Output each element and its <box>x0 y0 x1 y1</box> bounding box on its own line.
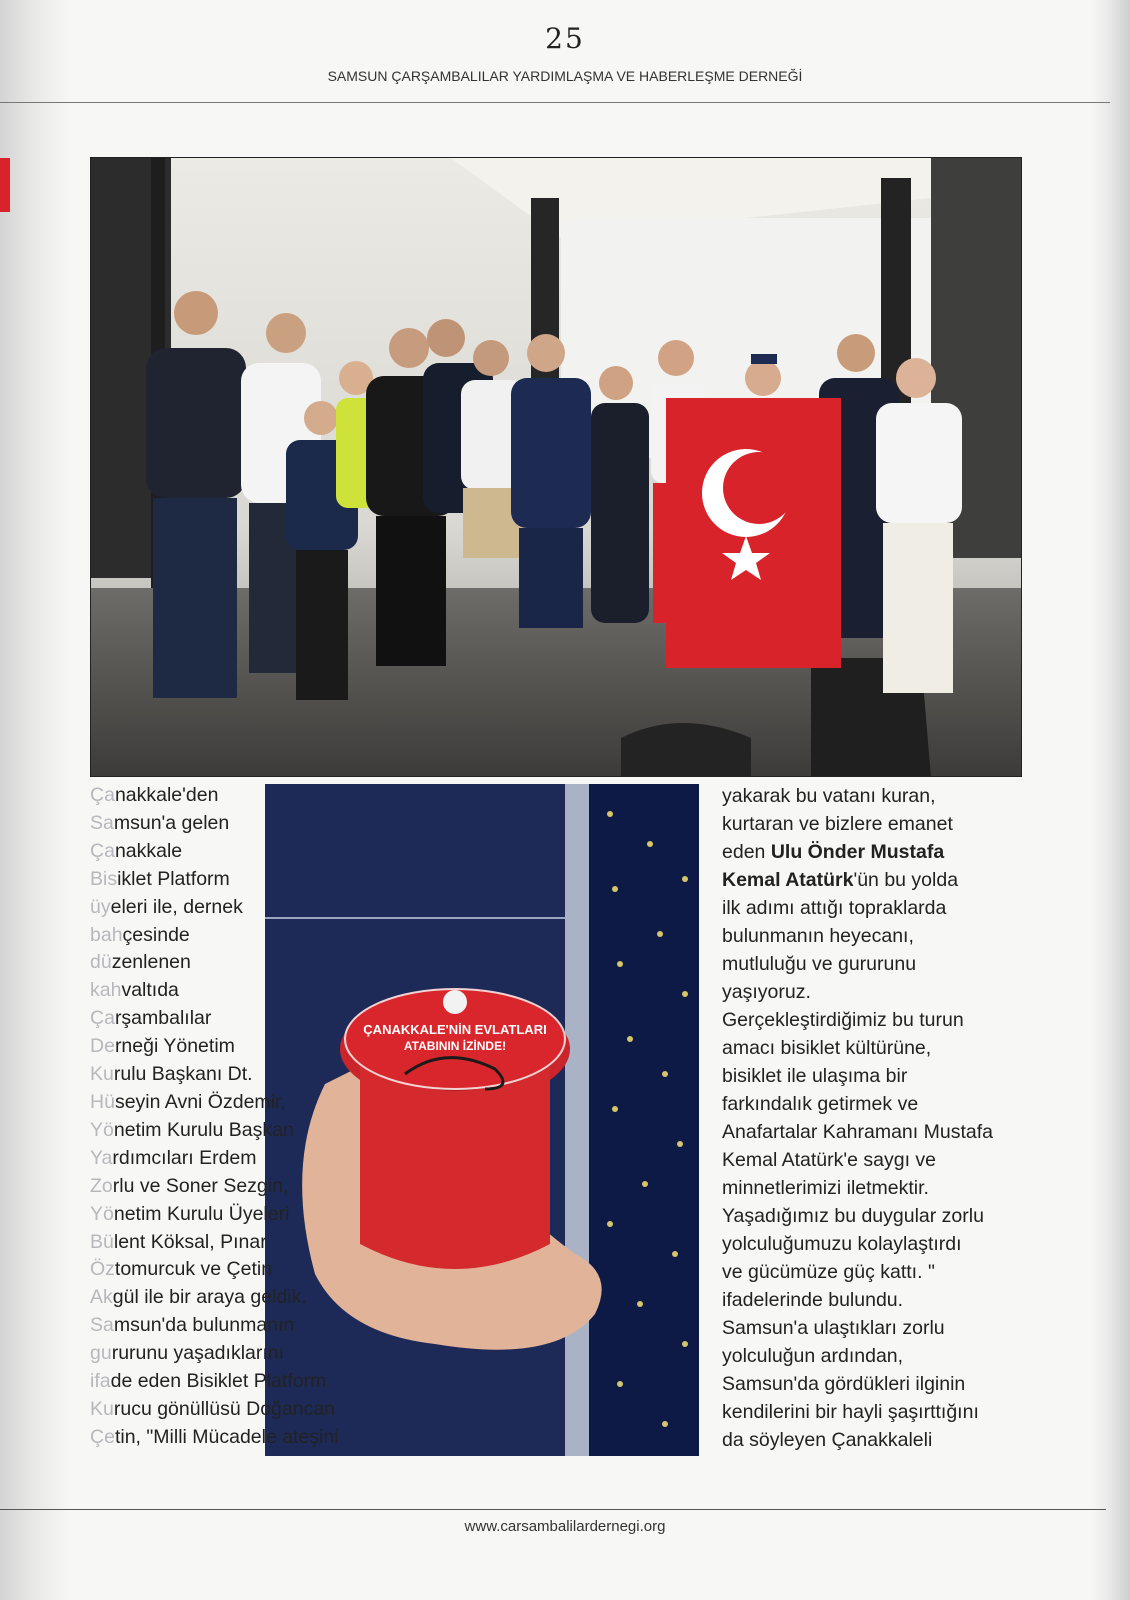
left-text-line-faded: Bü <box>90 1230 114 1253</box>
left-text-line-faded: bah <box>90 923 123 946</box>
right-text-line: farkındalık getirmek ve <box>722 1093 919 1115</box>
left-text-line-body: eleri ile, dernek <box>110 895 243 918</box>
right-text-line: bisiklet ile ulaşıma bir <box>722 1065 908 1087</box>
left-text-line-faded: kah <box>90 979 122 1002</box>
left-text-line-faded: Zo <box>90 1174 113 1197</box>
left-text-line-body: rdımcıları Erdem <box>112 1146 257 1169</box>
right-text-line: Samsun'a ulaştıkları zorlu <box>722 1317 945 1339</box>
right-text-line <box>722 838 1022 866</box>
right-text-line: kendilerini bir hayli şaşırttığını <box>722 1401 979 1423</box>
footer-url: www.carsambalilardernegi.org <box>464 1518 666 1535</box>
left-text-line <box>90 1424 360 1452</box>
left-text-line-body: çesinde <box>122 923 190 946</box>
right-text-line: kurtaran ve bizlere emanet <box>722 813 953 835</box>
left-text-line-faded: ifa <box>90 1370 111 1393</box>
left-text-column <box>90 782 360 1452</box>
left-text-line-faded: dü <box>90 951 112 974</box>
left-text-line <box>90 782 360 810</box>
left-text-line-faded: Sa <box>90 811 114 834</box>
left-text-line-faded: üy <box>90 895 111 918</box>
right-text-line: Anafartalar Kahramanı Mustafa <box>722 1121 993 1143</box>
right-text-line-pre: eden <box>722 841 771 863</box>
right-text-line: Kemal Atatürk'e saygı ve <box>722 1149 936 1171</box>
left-text-line-faded: Bis <box>90 867 118 890</box>
right-text-line: Samsun'da gördükleri ilginin <box>722 1373 966 1395</box>
left-text-line-faded: Yö <box>90 1118 114 1141</box>
left-text-line-body: rulu Başkanı Dt. <box>113 1063 253 1086</box>
left-text-line-faded: Ya <box>90 1146 113 1169</box>
group-photo <box>90 157 1022 777</box>
left-text-line-body: rurunu yaşadıklarını <box>111 1342 285 1365</box>
left-text-line <box>90 1033 360 1061</box>
header-divider <box>0 102 1110 103</box>
left-text-line <box>90 1201 360 1229</box>
left-text-line-body: tin, "Milli Mücadele ateşini <box>114 1425 339 1448</box>
red-page-marker <box>0 158 10 212</box>
left-text-line <box>90 810 360 838</box>
left-text-line <box>90 1145 360 1173</box>
left-text-line-body: netim Kurulu Başkan <box>113 1118 294 1141</box>
left-text-line-faded: Ça <box>90 1007 115 1030</box>
left-text-line <box>90 838 360 866</box>
right-text-line-post: 'ün bu yolda <box>853 869 959 891</box>
group-photo-illustration <box>91 158 1022 777</box>
left-text-line-body: netim Kurulu Üyeleri <box>113 1202 290 1225</box>
left-text-line <box>90 1340 360 1368</box>
left-text-line-faded: gu <box>90 1342 112 1365</box>
left-text-line-body: de eden Bisiklet Platform <box>110 1370 327 1393</box>
left-text-line <box>90 1284 360 1312</box>
left-text-line-faded: Ça <box>90 839 115 862</box>
right-text-line: yolculuğun ardından, <box>722 1345 904 1367</box>
left-text-line <box>90 894 360 922</box>
right-text-line: da söyleyen Çanakkaleli <box>722 1429 933 1451</box>
left-text-line <box>90 1312 360 1340</box>
right-text-column <box>722 782 1022 1454</box>
left-text-line-body: tomurcuk ve Çetin <box>114 1258 273 1281</box>
right-text-line-bold: Ulu Önder Mustafa <box>770 841 945 863</box>
right-text-line: Gerçekleştirdiğimiz bu turun <box>722 1009 964 1031</box>
left-text-line <box>90 1117 360 1145</box>
right-text-line: amacı bisiklet kültürüne, <box>722 1037 932 1059</box>
left-text-line-body: valtıda <box>121 979 179 1002</box>
left-text-line <box>90 1089 360 1117</box>
right-text-line: mutluluğu ve gururunu <box>722 953 917 975</box>
left-text-line-faded: De <box>90 1035 115 1058</box>
left-text-line-faded: Sa <box>90 1314 114 1337</box>
left-text-line-body: rşambalılar <box>114 1007 212 1030</box>
right-text-line: minnetlerimizi iletmektir. <box>722 1177 929 1199</box>
jar-label-line1: ÇANAKKALE'NİN EVLATLARI <box>363 1022 547 1037</box>
left-text-line-faded: Yö <box>90 1202 114 1225</box>
right-text-line: ifadelerinde bulundu. <box>722 1289 904 1311</box>
right-text-line: ve gücümüze güç kattı. " <box>722 1261 935 1283</box>
right-text-line: ilk adımı attığı topraklarda <box>722 897 947 919</box>
left-text-line-faded: Ku <box>90 1063 114 1086</box>
left-text-line <box>90 866 360 894</box>
footer-divider <box>0 1509 1106 1510</box>
left-text-line-body: rucu gönüllüsü Doğancan <box>113 1397 336 1420</box>
left-text-line-body: nakkale <box>114 839 183 862</box>
right-text-line: yolculuğumuzu kolaylaştırdı <box>722 1233 962 1255</box>
left-text-line-faded: Ku <box>90 1397 114 1420</box>
left-text-line <box>90 1229 360 1257</box>
page-number: 25 <box>545 22 585 55</box>
left-text-line-body: rlu ve Soner Sezgin, <box>112 1174 289 1197</box>
left-text-line <box>90 1005 360 1033</box>
left-text-line-faded: Öz <box>90 1258 115 1281</box>
left-text-line-body: rneği Yönetim <box>114 1035 235 1058</box>
left-text-line <box>90 922 360 950</box>
right-text-line: Yaşadığımız bu duygular zorlu <box>722 1205 984 1227</box>
left-text-line-faded: Çe <box>90 1425 115 1448</box>
right-text-line: bulunmanın heyecanı, <box>722 925 914 947</box>
left-text-line <box>90 1368 360 1396</box>
jar-label-line2: ATABININ İZİNDE! <box>403 1039 507 1053</box>
left-text-line-body: nakkale'den <box>114 784 219 806</box>
right-text-line-bold: Kemal Atatürk <box>722 869 854 891</box>
page-gutter-shadow <box>0 0 70 1600</box>
page-edge-shadow <box>1090 0 1130 1600</box>
left-text-line-body: msun'da bulunmanın <box>113 1314 295 1337</box>
right-text-line: yaşıyoruz. <box>722 981 811 1003</box>
left-text-line <box>90 1256 360 1284</box>
left-text-line-body: msun'a gelen <box>113 811 230 834</box>
header-title: SAMSUN ÇARŞAMBALILAR YARDIMLAŞMA VE HABERLEŞME DERNEĞİ <box>327 68 803 84</box>
left-text-line <box>90 1173 360 1201</box>
left-text-line <box>90 1396 360 1424</box>
left-text-line-body: lent Köksal, Pınar <box>113 1230 267 1253</box>
left-text-line <box>90 1061 360 1089</box>
turkish-flag <box>666 398 841 668</box>
right-text-line: yakarak bu vatanı kuran, <box>722 785 936 807</box>
left-text-line-body: iklet Platform <box>117 867 230 890</box>
right-text-line <box>722 866 1022 894</box>
left-text-line <box>90 977 360 1005</box>
left-text-line-faded: Ça <box>90 784 115 806</box>
left-text-line-body: gül ile bir araya geldik. <box>112 1286 307 1309</box>
left-text-line-body: zenlenen <box>111 951 191 974</box>
left-text-line-faded: Hü <box>90 1090 115 1113</box>
left-text-line-body: seyin Avni Özdemir, <box>114 1090 286 1113</box>
left-text-line <box>90 949 360 977</box>
left-text-line-faded: Ak <box>90 1286 113 1309</box>
